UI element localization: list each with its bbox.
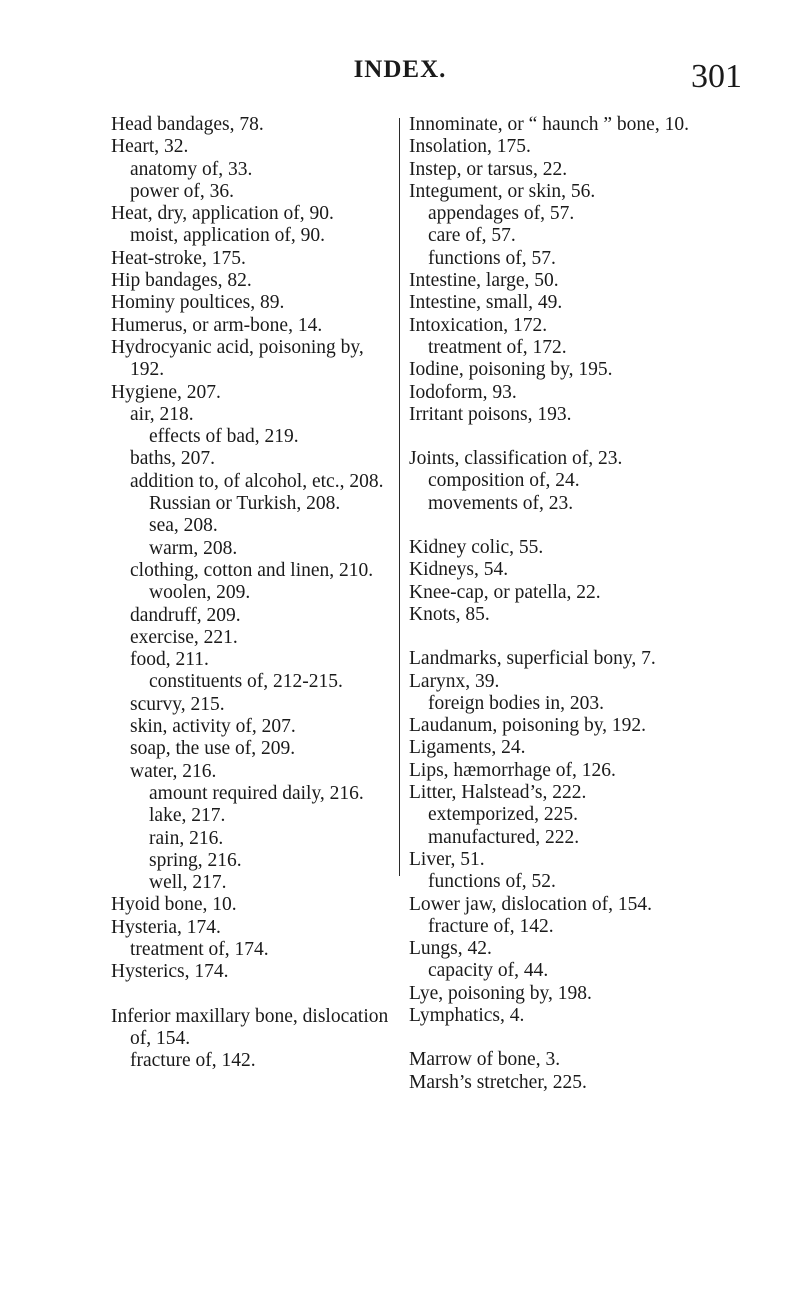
index-subentry: warm, 208. bbox=[149, 537, 238, 559]
index-subentry: moist, application of, 90. bbox=[130, 225, 325, 247]
index-subentry: capacity of, 44. bbox=[428, 960, 549, 982]
index-subentry: air, 218. bbox=[130, 403, 194, 425]
index-subentry: treatment of, 172. bbox=[428, 336, 567, 358]
index-entry: Inferior maxillary bone, dislocation of, 154. bbox=[111, 1005, 389, 1049]
index-subentry: lake, 217. bbox=[149, 805, 226, 827]
index-entry: Lye, poisoning by, 198. bbox=[409, 982, 592, 1004]
index-entry: Joints, classification of, 23. bbox=[409, 448, 623, 470]
index-entry: Laudanum, poisoning by, 192. bbox=[409, 715, 647, 737]
index-entry: Intestine, small, 49. bbox=[409, 292, 563, 314]
index-subentry: manufactured, 222. bbox=[428, 826, 580, 848]
index-subentry: functions of, 57. bbox=[428, 247, 556, 269]
index-entry: Marrow of bone, 3. bbox=[409, 1049, 561, 1071]
index-subentry: functions of, 52. bbox=[428, 871, 556, 893]
index-entry: Hyoid bone, 10. bbox=[111, 894, 237, 916]
index-entry: Hydrocyanic acid, poisoning by, 192. bbox=[111, 336, 364, 381]
index-subentry: sea, 208. bbox=[149, 515, 218, 537]
index-entry: Hip bandages, 82. bbox=[111, 270, 252, 292]
index-entry: Insolation, 175. bbox=[409, 136, 531, 158]
index-entry: Intestine, large, 50. bbox=[409, 270, 559, 292]
index-subentry: care of, 57. bbox=[428, 225, 516, 247]
index-subentry: fracture of, 142. bbox=[428, 915, 554, 937]
index-entry: Integument, or skin, 56. bbox=[409, 180, 596, 202]
index-column-right bbox=[409, 114, 759, 1094]
index-subentry: rain, 216. bbox=[149, 827, 224, 849]
index-entry: Intoxication, 172. bbox=[409, 314, 548, 336]
index-entry: Marsh’s stretcher, 225. bbox=[409, 1071, 587, 1093]
index-subentry: skin, activity of, 207. bbox=[130, 716, 296, 738]
index-subentry: exercise, 221. bbox=[130, 626, 238, 648]
index-entry: Kidney colic, 55. bbox=[409, 537, 544, 559]
index-subentry: scurvy, 215. bbox=[130, 693, 225, 715]
index-entry: Litter, Halstead’s, 222. bbox=[409, 782, 587, 804]
index-subentry: food, 211. bbox=[130, 649, 209, 671]
index-entry: Larynx, 39. bbox=[409, 670, 500, 692]
index-entry: Landmarks, superficial bony, 7. bbox=[409, 648, 656, 670]
index-subentry: power of, 36. bbox=[130, 180, 234, 202]
index-entry: Instep, or tarsus, 22. bbox=[409, 158, 568, 180]
index-subentry: effects of bad, 219. bbox=[149, 426, 299, 448]
index-subentry: composition of, 24. bbox=[428, 470, 580, 492]
index-subentry: fracture of, 142. bbox=[130, 1050, 256, 1072]
section-gap bbox=[409, 426, 759, 448]
index-subentry: Russian or Turkish, 208. bbox=[149, 493, 341, 515]
index-entry: Hysteria, 174. bbox=[111, 916, 221, 938]
index-entry: Heart, 32. bbox=[111, 136, 189, 158]
index-subentry: constituents of, 212-215. bbox=[149, 671, 343, 693]
index-subentry: well, 217. bbox=[149, 872, 227, 894]
index-subentry: appendages of, 57. bbox=[428, 203, 575, 225]
index-subentry: movements of, 23. bbox=[428, 492, 574, 514]
index-subentry: clothing, cotton and linen, 210. bbox=[130, 559, 374, 581]
index-subentry: amount required daily, 216. bbox=[149, 782, 364, 804]
index-entry: Hygiene, 207. bbox=[111, 381, 221, 403]
index-column-left bbox=[111, 114, 401, 1072]
index-entry: Kidneys, 54. bbox=[409, 559, 509, 581]
index-entry: Knots, 85. bbox=[409, 603, 490, 625]
index-entry: Hominy poultices, 89. bbox=[111, 292, 285, 314]
section-gap bbox=[409, 515, 759, 537]
index-entry: Ligaments, 24. bbox=[409, 737, 526, 759]
index-subentry: spring, 216. bbox=[149, 849, 242, 871]
page-number: 301 bbox=[691, 58, 742, 95]
index-subentry: dandruff, 209. bbox=[130, 604, 241, 626]
index-subentry: treatment of, 174. bbox=[130, 938, 269, 960]
index-entry: Innominate, or “ haunch ” bone, 10. bbox=[409, 114, 689, 135]
index-entry: Hysterics, 174. bbox=[111, 961, 229, 983]
section-gap bbox=[409, 626, 759, 648]
index-subentry: anatomy of, 33. bbox=[130, 158, 253, 180]
section-gap bbox=[409, 1027, 759, 1049]
index-subentry: extemporized, 225. bbox=[428, 804, 578, 826]
index-subentry: baths, 207. bbox=[130, 448, 216, 470]
column-divider bbox=[399, 118, 400, 876]
index-entry: Heat-stroke, 175. bbox=[111, 247, 246, 269]
index-entry: Iodoform, 93. bbox=[409, 381, 517, 403]
index-entry: Lips, hæmorrhage of, 126. bbox=[409, 759, 616, 781]
index-subentry: soap, the use of, 209. bbox=[130, 738, 296, 760]
index-entry: Lymphatics, 4. bbox=[409, 1004, 525, 1026]
index-entry: Heat, dry, application of, 90. bbox=[111, 203, 334, 225]
page-title: INDEX. bbox=[353, 56, 447, 83]
index-entry: Irritant poisons, 193. bbox=[409, 403, 572, 425]
index-entry: Lungs, 42. bbox=[409, 938, 492, 960]
index-subentry: addition to, of alcohol, etc., 208. bbox=[130, 470, 384, 492]
index-entry: Knee-cap, or patella, 22. bbox=[409, 581, 601, 603]
index-subentry: water, 216. bbox=[130, 760, 217, 782]
index-entry: Head bandages, 78. bbox=[111, 114, 264, 135]
index-entry: Iodine, poisoning by, 195. bbox=[409, 359, 613, 381]
index-subentry: foreign bodies in, 203. bbox=[428, 692, 605, 714]
index-entry: Lower jaw, dislocation of, 154. bbox=[409, 893, 652, 915]
index-entry: Humerus, or arm-bone, 14. bbox=[111, 314, 323, 336]
index-entry: Liver, 51. bbox=[409, 848, 485, 870]
section-gap bbox=[111, 984, 401, 1006]
index-subentry: woolen, 209. bbox=[149, 582, 251, 604]
